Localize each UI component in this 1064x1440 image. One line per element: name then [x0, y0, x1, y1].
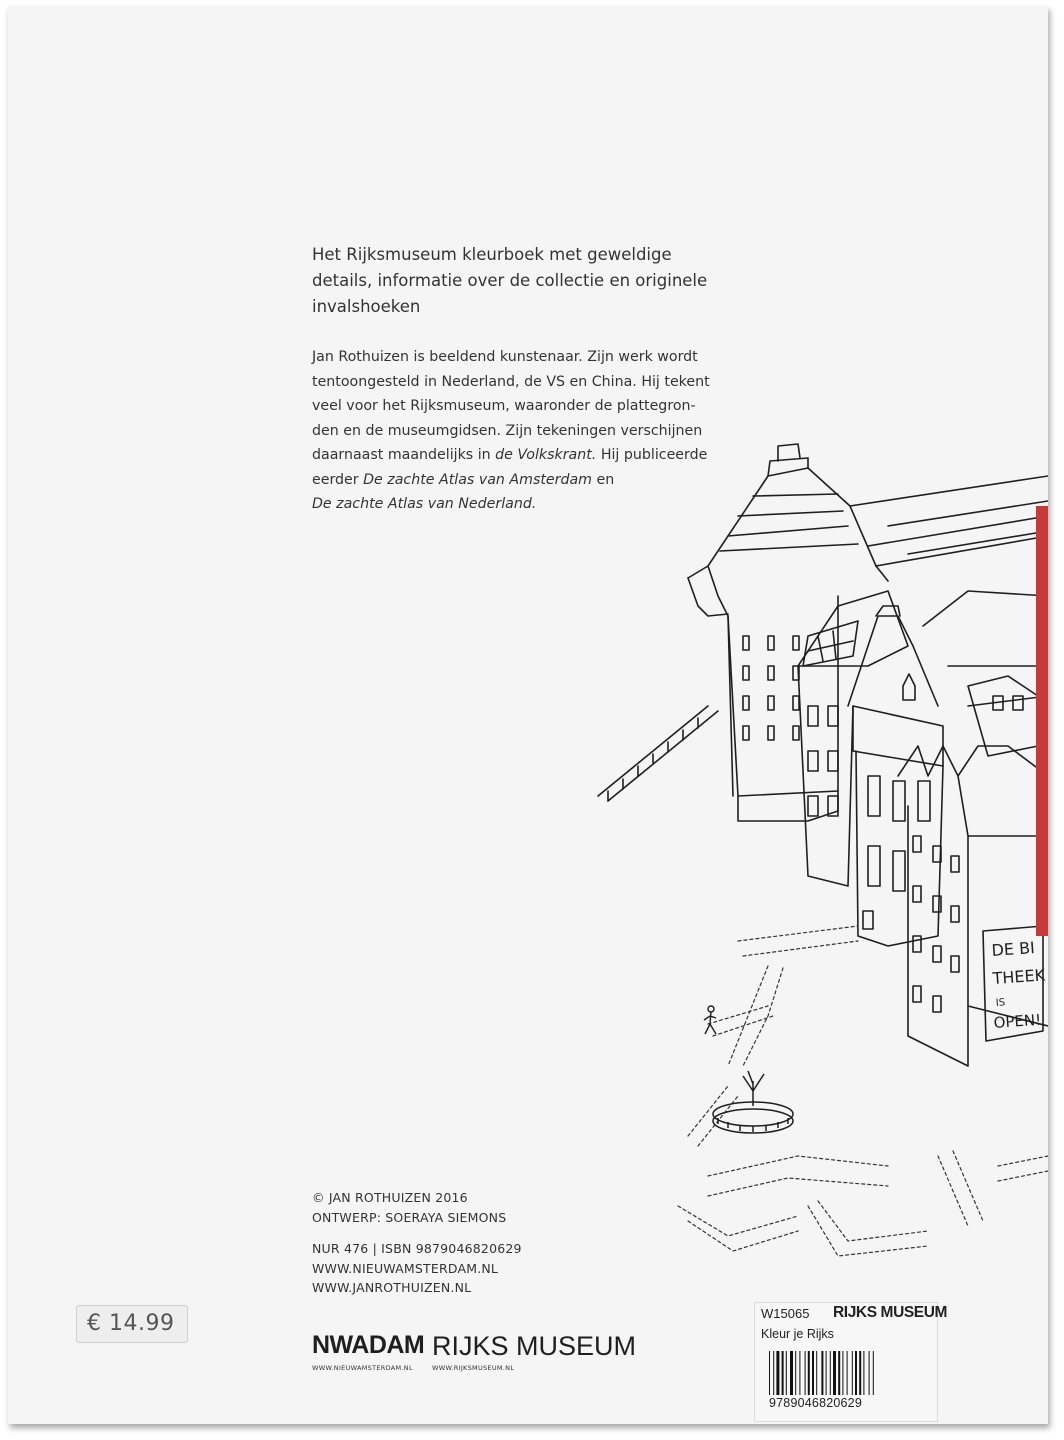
price-sticker: € 14.99	[76, 1305, 188, 1343]
drawing-sign-text: DE BI	[990, 938, 1036, 960]
copyright-line: © JAN ROTHUIZEN 2016	[312, 1190, 468, 1205]
nwadam-url: WWW.NIEUWAMSTERDAM.NL	[312, 1364, 413, 1372]
rijksmuseum-drawing	[8, 6, 1048, 1424]
bio-text: Hij publiceerde	[596, 447, 708, 463]
publisher-url: WWW.NIEUWAMSTERDAM.NL	[312, 1260, 499, 1276]
nwadam-logo: NWADAM	[312, 1331, 425, 1359]
barcode-icon	[769, 1351, 929, 1395]
design-credit: ONTWERP: SOERAYA SIEMONS	[312, 1209, 507, 1225]
bio-text: daarnaast maandelijks in	[312, 447, 496, 463]
drawing-sign-text: IS	[995, 997, 1006, 1009]
blurb-line: invalshoeken	[312, 297, 421, 316]
book-back-cover	[8, 6, 1048, 1424]
bio-line: tentoongesteld in Nederland, de VS en China. Hij tekent	[312, 373, 710, 390]
book-title: De zachte Atlas van Amsterdam	[363, 471, 592, 488]
rijksmuseum-url: WWW.RIJKSMUSEUM.NL	[432, 1364, 515, 1372]
author-url: WWW.JANROTHUIZEN.NL	[312, 1280, 472, 1295]
sticker-code: W15065	[761, 1306, 810, 1321]
isbn-line: NUR 476 | ISBN 9879046820629	[312, 1241, 522, 1256]
rijksmuseum-logo: RIJKS MUSEUM	[432, 1331, 637, 1361]
sticker-title: Kleur je Rijks	[761, 1327, 834, 1341]
credits-block	[312, 1188, 522, 1298]
spine-ribbon	[1036, 506, 1048, 936]
drawing-sign-text: OPEN!	[993, 1010, 1042, 1032]
bio-text: eerder	[312, 471, 364, 488]
drawing-sign-text: THEEK	[991, 965, 1046, 988]
blurb-line: details, informatie over de collectie en originele	[312, 271, 708, 290]
newspaper-title: de Volkskrant.	[495, 447, 597, 463]
sticker-brand: RIJKS MUSEUM	[833, 1304, 948, 1321]
bio-line: veel voor het Rijksmuseum, waaronder de plattegron-	[312, 398, 696, 414]
bio-line: den en de museumgidsen. Zijn tekeningen verschijnen	[312, 422, 703, 439]
barcode-digits: 9789046820629	[769, 1396, 862, 1410]
book-title: De zachte Atlas van Nederland.	[312, 496, 537, 512]
bio-line: Jan Rothuizen is beeldend kunstenaar. Zijn werk wordt	[312, 349, 698, 365]
blurb-line: Het Rijksmuseum kleurboek met geweldige	[312, 245, 672, 264]
barcode-sticker	[754, 1302, 948, 1422]
bio-text: en	[591, 471, 615, 488]
